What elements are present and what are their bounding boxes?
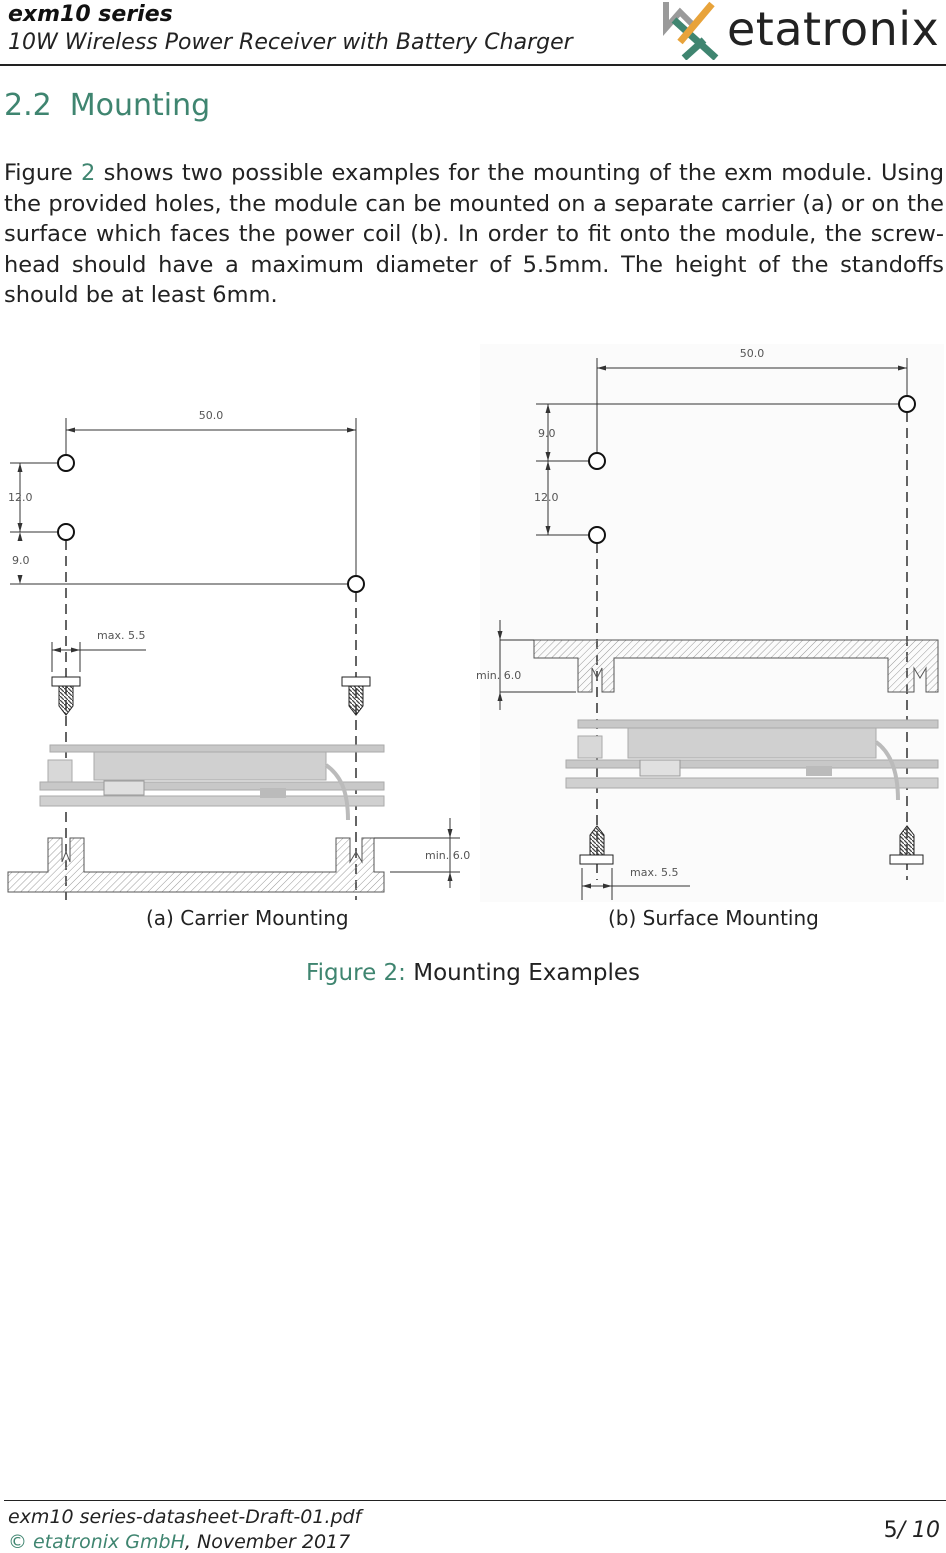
footer-divider xyxy=(4,1500,946,1501)
document-title: exm10 series xyxy=(8,2,173,27)
subfigure-title-a: Carrier Mounting xyxy=(180,906,349,930)
figure-caption-text: Mounting Examples xyxy=(413,960,640,986)
carrier-mounting-drawing xyxy=(8,409,470,900)
document-subtitle: 10W Wireless Power Receiver with Battery Charger xyxy=(8,30,573,55)
footer-date: , November 2017 xyxy=(184,1531,351,1553)
dim-width-b: 50.0 xyxy=(739,347,765,360)
paragraph-lead: Figure xyxy=(4,160,82,186)
page-number xyxy=(884,1518,940,1543)
subfigure-label-a: (a) xyxy=(146,906,174,930)
section-heading xyxy=(4,88,210,123)
figure-reference-link[interactable]: 2 xyxy=(81,160,96,186)
mounting-figure xyxy=(0,330,946,910)
header-divider xyxy=(0,64,946,66)
body-paragraph xyxy=(4,158,944,311)
subfigure-caption-b xyxy=(608,906,819,930)
dim-width-a: 50.0 xyxy=(198,409,224,422)
current-page: 5 xyxy=(883,1518,898,1543)
paragraph-text: shows two possible examples for the mounting of the exm module. Using the provided holes, the module can be mounted on a separate carrier (a) or on the surface which faces the power coil (b). In order to fit onto the module, the screw-head should have a maximum diameter of 5.5mm. The height of the standoffs should be at least 6mm. xyxy=(4,160,944,308)
section-title: Mounting xyxy=(69,88,211,123)
dim-head-b: max. 5.5 xyxy=(630,866,679,879)
dim-standoff-b: min. 6.0 xyxy=(476,669,522,682)
footer-copyright xyxy=(8,1531,350,1553)
figure-caption-label: Figure 2: xyxy=(306,960,406,986)
dim-vertical-2-a: 9.0 xyxy=(12,554,30,567)
copyright-owner-link[interactable]: © etatronix GmbH xyxy=(8,1531,185,1553)
total-pages: / 10 xyxy=(897,1518,940,1543)
dim-vertical-2-b: 12.0 xyxy=(534,491,559,504)
dim-head-a: max. 5.5 xyxy=(97,629,146,642)
dim-vertical-1-a: 12.0 xyxy=(8,491,33,504)
section-number: 2.2 xyxy=(4,88,52,123)
dim-standoff-a: min. 6.0 xyxy=(425,849,471,862)
logo-wordmark: etatronix xyxy=(727,2,940,56)
subfigure-caption-a xyxy=(146,906,349,930)
figure-caption xyxy=(0,960,946,986)
subfigure-title-b: Surface Mounting xyxy=(642,906,819,930)
surface-mounting-drawing xyxy=(476,344,944,902)
dim-vertical-1-b: 9.0 xyxy=(538,427,556,440)
footer-filename: exm10 series-datasheet-Draft-01.pdf xyxy=(8,1506,362,1528)
subfigure-label-b: (b) xyxy=(608,906,637,930)
